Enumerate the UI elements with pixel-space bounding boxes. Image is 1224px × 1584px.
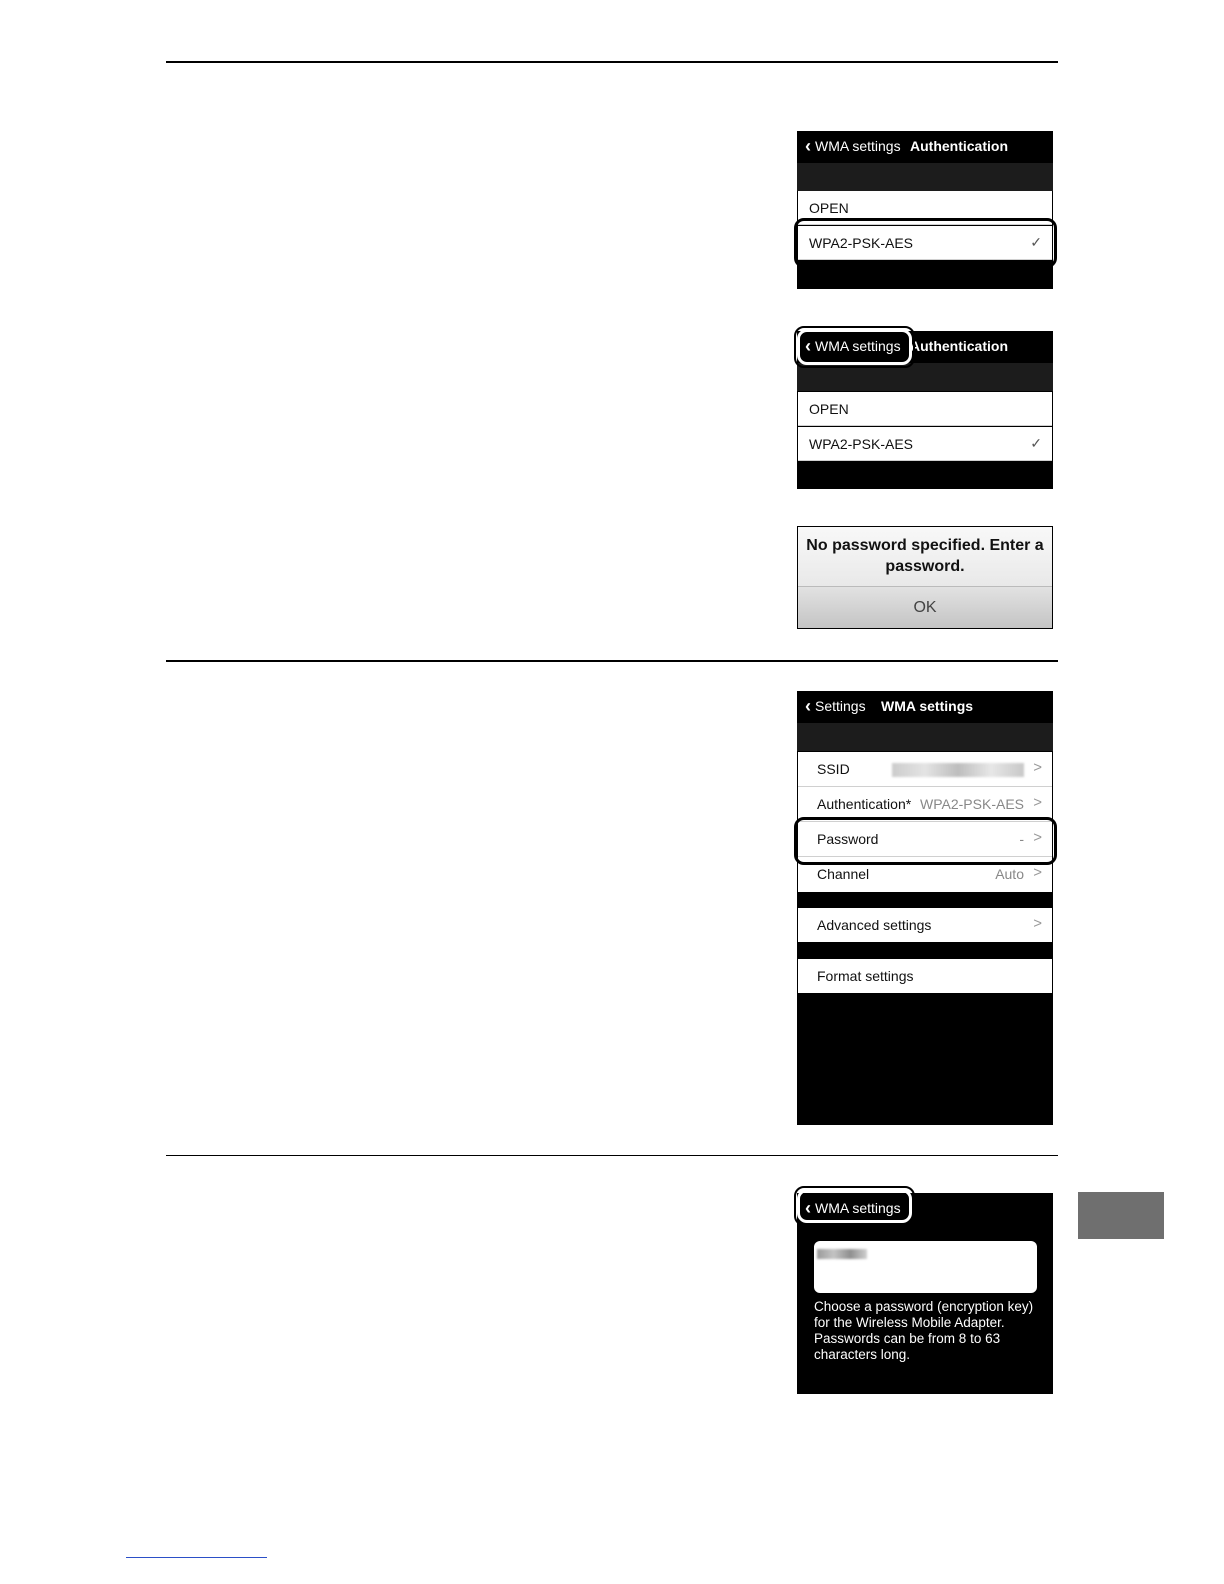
row-label: Advanced settings (817, 917, 932, 933)
footer-link-underline[interactable] (126, 1557, 267, 1558)
ok-button[interactable]: OK (798, 586, 1052, 628)
highlight-wpa2-option (794, 218, 1057, 268)
back-button-label: Settings (815, 698, 866, 714)
password-input[interactable] (814, 1241, 1037, 1293)
checkmark-icon: ✓ (1030, 234, 1042, 250)
back-button-label: WMA settings (815, 138, 901, 154)
ssid-value-blurred (892, 763, 1024, 777)
password-help-text: Choose a password (encryption key) for the Wireless Mobile Adapter. Passwords can be from 8 to 63 characters long. (814, 1299, 1034, 1362)
ssid-row[interactable] (798, 752, 1052, 787)
option-open[interactable] (798, 392, 1052, 426)
row-label: Authentication* (817, 796, 912, 812)
option-label: WPA2-PSK-AES (809, 235, 913, 251)
row-label: Format settings (817, 968, 914, 984)
back-button-label: WMA settings (815, 338, 901, 354)
back-button-label: WMA settings (815, 1200, 901, 1216)
format-settings-row[interactable] (798, 959, 1052, 993)
section-divider-1 (166, 660, 1058, 662)
option-label: OPEN (809, 200, 849, 216)
chevron-right-icon: > (1033, 864, 1042, 881)
highlight-password-row (794, 817, 1057, 865)
password-value-blurred (817, 1249, 867, 1259)
top-rule (166, 61, 1058, 63)
chevron-right-icon: > (1033, 794, 1042, 811)
section-header (797, 723, 1053, 751)
back-button[interactable] (805, 698, 866, 714)
back-button[interactable] (805, 138, 901, 154)
chevron-right-icon: > (1033, 915, 1042, 932)
row-value: WPA2-PSK-AES (920, 796, 1024, 812)
option-wpa2-psk-aes[interactable] (798, 427, 1052, 461)
chevron-left-icon: ‹ (805, 136, 811, 156)
screen-title: WMA settings (881, 698, 974, 714)
screen-title: Authentication (910, 138, 1008, 154)
nav-bar (797, 691, 1053, 723)
option-label: WPA2-PSK-AES (809, 436, 913, 452)
row-label: Password (817, 831, 879, 847)
section-header (797, 163, 1053, 191)
chevron-right-icon: > (1033, 759, 1042, 776)
alert-dialog (797, 526, 1053, 629)
chevron-left-icon: ‹ (805, 1198, 811, 1218)
highlight-back-button (797, 329, 912, 365)
row-value: Auto (995, 866, 1024, 882)
row-label: Channel (817, 866, 870, 882)
checkmark-icon: ✓ (1030, 435, 1042, 451)
chevron-left-icon: ‹ (805, 696, 811, 716)
wma-settings-screenshot (797, 691, 1053, 1125)
chapter-tab (1078, 1192, 1164, 1239)
advanced-settings-row[interactable] (798, 908, 1052, 942)
option-label: OPEN (809, 401, 849, 417)
alert-message: No password specified. Enter a password. (806, 537, 1044, 575)
chevron-left-icon: ‹ (805, 336, 811, 356)
row-label: SSID (817, 761, 850, 777)
section-divider-2 (166, 1155, 1058, 1156)
chevron-right-icon: > (1033, 829, 1042, 846)
screen-title: Authentication (910, 338, 1008, 354)
nav-bar (797, 131, 1053, 163)
highlight-back-button (797, 1189, 912, 1223)
row-value: - (1019, 831, 1024, 847)
